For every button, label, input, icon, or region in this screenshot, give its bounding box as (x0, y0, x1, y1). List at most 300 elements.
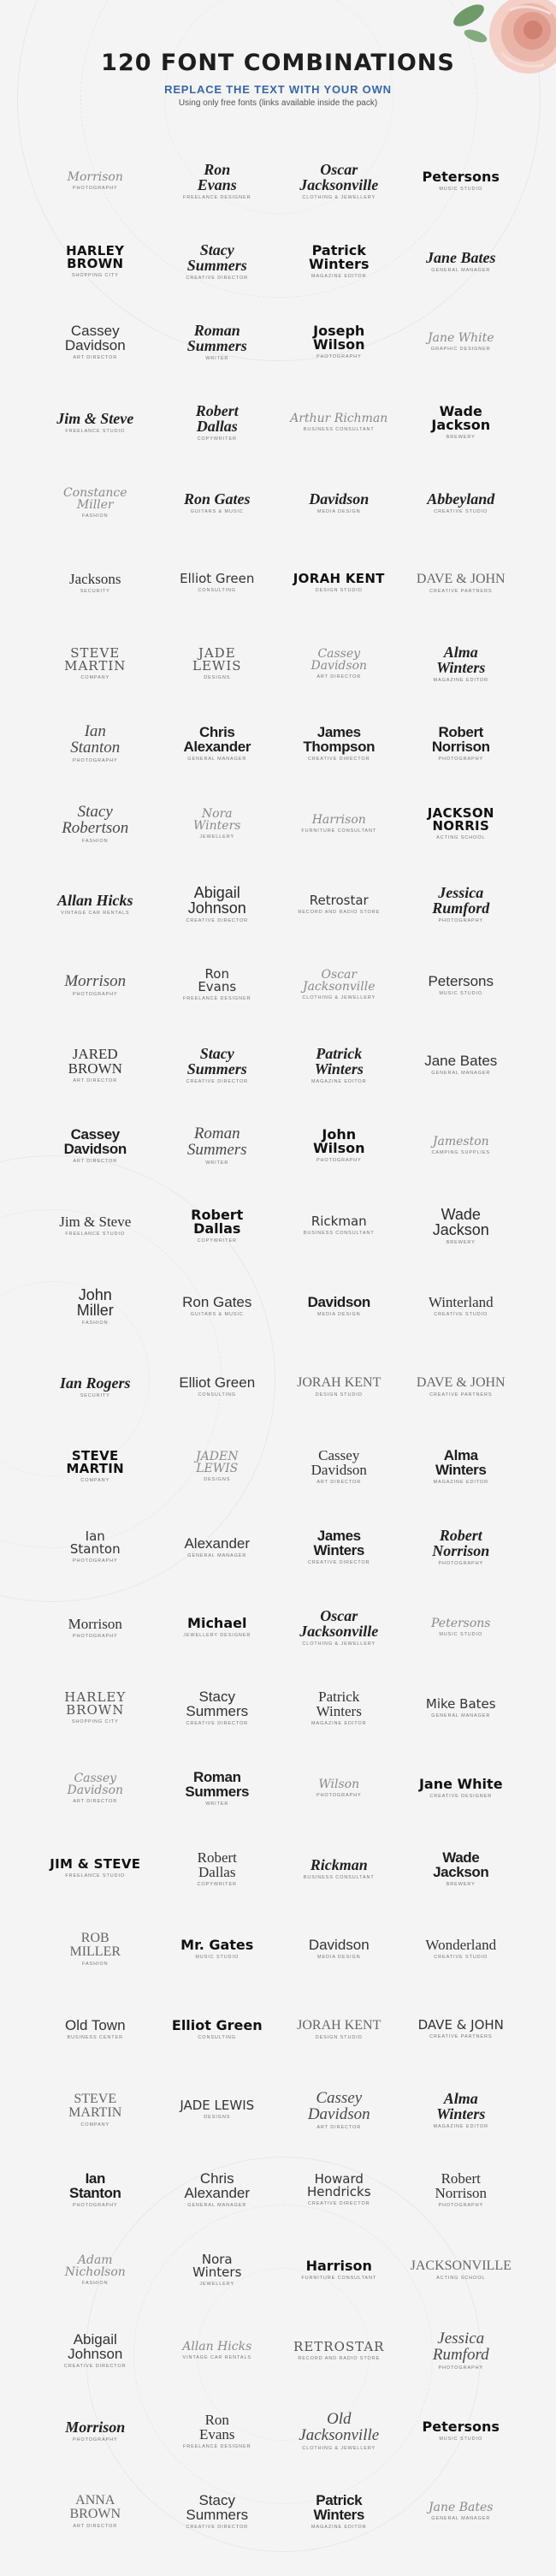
combination-name: STEVE MARTIN (68, 2091, 122, 2120)
combination-name: Michael (187, 1615, 247, 1632)
combination-name: JADE LEWIS (192, 644, 242, 674)
combination-name: John Wilson (312, 1125, 365, 1156)
font-combination (34, 703, 157, 784)
combination-tagline: COPYWRITER (197, 1881, 237, 1887)
combination-tagline: DESIGNS (204, 2115, 231, 2121)
combination-tagline: MUSIC STUDIO (195, 1954, 240, 1960)
font-combination (400, 2230, 523, 2311)
combination-tagline: CREATIVE DIRECTOR (186, 2525, 249, 2531)
combination-tagline: BREWERY (446, 434, 476, 440)
combination-tagline: PHOTOGRAPHY (72, 2203, 118, 2209)
combination-name: Rickman (311, 1214, 367, 1230)
combination-name: Howard Hendricks (306, 2171, 371, 2200)
combination-tagline: FASHION (82, 2281, 109, 2287)
combination-name: Abbeyland (427, 490, 495, 507)
combination-name: Petersons (428, 972, 494, 989)
font-combination (157, 1266, 279, 1346)
combination-name: Davidson (307, 1294, 370, 1311)
combination-name: Old Town (64, 2017, 126, 2034)
font-combination (157, 463, 279, 543)
combination-name: JACKSON NORRIS (427, 805, 494, 834)
combination-name: Elliot Green (171, 2016, 263, 2033)
combination-name: JARED BROWN (68, 1045, 122, 1077)
combination-tagline: CREATIVE STUDIO (434, 508, 488, 514)
combination-tagline: SECURITY (80, 589, 110, 595)
combination-name: Jim & Steve (59, 1214, 132, 1231)
combination-name: Ron Evans (197, 161, 237, 194)
combination-tagline: PHOTOGRAPHY (316, 353, 362, 359)
combination-tagline: MEDIA DESIGN (316, 1955, 361, 1961)
combination-tagline: FREELANCE STUDIO (65, 1873, 126, 1879)
combination-name: Patrick Winters (313, 2492, 364, 2524)
combination-name: Jessica Rumford (432, 884, 490, 917)
font-combination (400, 1829, 523, 1909)
combination-name: Retrostar (309, 892, 369, 908)
combination-name: Jane Bates (424, 1053, 498, 1070)
font-combination (157, 1106, 279, 1186)
combination-tagline: CREATIVE DESIGNER (429, 1794, 493, 1799)
combination-name: Allan Hicks (56, 892, 133, 910)
font-combination (34, 945, 157, 1025)
font-combination (400, 141, 523, 222)
font-combination (278, 463, 400, 543)
combination-tagline: PHOTOGRAPHY (438, 2365, 484, 2371)
combination-tagline: MUSIC STUDIO (439, 187, 483, 193)
combination-tagline: CREATIVE STUDIO (434, 1955, 488, 1961)
font-combination (157, 1909, 279, 1990)
combination-name: Chris Alexander (183, 724, 251, 756)
font-combination (278, 784, 400, 864)
font-combinations-grid (34, 141, 522, 2552)
combination-name: Abigail Johnson (187, 884, 246, 917)
combination-name: ROB MILLER (69, 1930, 121, 1959)
font-combination (278, 302, 400, 383)
combination-tagline: BUSINESS CONSULTANT (303, 1231, 375, 1237)
combination-name: Wonderland (425, 1937, 497, 1954)
combination-name: Constance Miller (63, 485, 127, 512)
combination-tagline: ART DIRECTOR (73, 2524, 118, 2530)
combination-name: Petersons (422, 169, 500, 186)
font-combination (400, 2069, 523, 2150)
font-combination (157, 703, 279, 784)
font-combination (400, 703, 523, 784)
combination-name: Robert Norrison (431, 724, 490, 756)
combination-tagline: PHOTOGRAPHY (316, 1793, 362, 1798)
combination-name: Ian Stanton (69, 2170, 121, 2202)
combination-tagline: COMPANY (80, 2122, 110, 2128)
combination-name: Petersons (431, 1617, 491, 1631)
combination-tagline: CLOTHING & JEWELLERY (302, 195, 376, 201)
combination-name: Oscar Jacksonville (299, 161, 379, 194)
combination-name: Morrison (65, 2419, 126, 2437)
combination-name: Cassey Davidson (311, 1447, 367, 1479)
combination-tagline: PHOTOGRAPHY (438, 757, 484, 763)
combination-tagline: GRAPHIC DESIGNER (430, 346, 491, 352)
combination-name: JADEN LEWIS (196, 1450, 239, 1476)
font-combination (157, 1025, 279, 1106)
font-combination (400, 1668, 523, 1748)
font-combination (157, 864, 279, 945)
combination-tagline: BREWERY (446, 1239, 476, 1245)
combination-tagline: DESIGNS (204, 674, 231, 680)
combination-tagline: ART DIRECTOR (73, 1799, 118, 1804)
combination-tagline: CREATIVE DIRECTOR (186, 1721, 249, 1727)
combination-tagline: MAGAZINE EDITOR (433, 1480, 488, 1486)
combination-tagline: VINTAGE CAR RENTALS (61, 911, 130, 917)
combination-tagline: PHOTOGRAPHY (72, 1558, 118, 1564)
combination-name: Wade Jackson (431, 402, 491, 433)
rose-decoration-icon (450, 0, 556, 104)
combination-name: Davidson (309, 490, 370, 507)
combination-tagline: GENERAL MANAGER (187, 2203, 247, 2209)
combination-tagline: GENERAL MANAGER (431, 1071, 491, 1077)
combination-tagline: ART DIRECTOR (316, 2124, 362, 2130)
font-combination (157, 2472, 279, 2552)
combination-tagline: DESIGNS (204, 1477, 231, 1483)
combination-name: Rickman (310, 1855, 368, 1873)
combination-tagline: CREATIVE PARTNERS (429, 588, 493, 594)
font-combination (400, 2391, 523, 2472)
combination-tagline: CLOTHING & JEWELLERY (302, 1641, 376, 1647)
font-combination (278, 945, 400, 1025)
font-combination (157, 1588, 279, 1668)
combination-tagline: WRITER (205, 1801, 229, 1807)
font-combination (157, 2230, 279, 2311)
combination-name: Cassey Davidson (64, 322, 126, 353)
combination-name: Jameston (432, 1134, 489, 1149)
combination-tagline: CREATIVE DIRECTOR (63, 2364, 127, 2370)
combination-tagline: BUSINESS CONSULTANT (303, 1874, 375, 1880)
combination-tagline: RECORD AND RADIO STORE (298, 909, 381, 915)
combination-name: Jessica Rumford (432, 2330, 489, 2365)
combination-tagline: FREELANCE STUDIO (65, 1232, 126, 1238)
combination-name: Alma Winters (435, 1447, 487, 1479)
combination-name: Morrison (64, 971, 127, 990)
font-combination (34, 2069, 157, 2150)
font-combination (34, 2230, 157, 2311)
combination-tagline: CLOTHING & JEWELLERY (302, 2446, 376, 2452)
combination-name: Alexander (184, 1534, 251, 1552)
font-combination (34, 1266, 157, 1346)
combination-name: Stacy Summers (186, 2492, 249, 2524)
font-combination (278, 2069, 400, 2150)
font-combination (400, 1106, 523, 1186)
font-combination (278, 543, 400, 623)
combination-name: Elliot Green (180, 571, 255, 587)
combination-name: Robert Norrison (435, 2170, 487, 2202)
combination-tagline: FURNITURE CONSULTANT (301, 2276, 377, 2282)
combination-tagline: PHOTOGRAPHY (316, 1157, 362, 1163)
font-combination (278, 2311, 400, 2391)
combination-name: Jacksons (69, 571, 121, 588)
font-combination (157, 1346, 279, 1427)
combination-tagline: MEDIA DESIGN (316, 508, 361, 514)
combination-name: ANNA BROWN (69, 2493, 121, 2522)
font-combination (34, 1346, 157, 1427)
font-combination (157, 2069, 279, 2150)
combination-tagline: MEDIA DESIGN (316, 1312, 361, 1318)
font-combination (34, 1106, 157, 1186)
combination-tagline: FREELANCE DESIGNER (183, 996, 251, 1002)
combination-tagline: CREATIVE DIRECTOR (186, 1078, 249, 1084)
font-combination (400, 1507, 523, 1588)
combination-tagline: FASHION (82, 839, 109, 845)
combination-tagline: PHOTOGRAPHY (72, 991, 118, 997)
combination-name: Ron Evans (198, 2412, 235, 2443)
combination-tagline: COPYWRITER (197, 436, 237, 442)
combination-tagline: CREATIVE STUDIO (434, 1312, 488, 1318)
combination-tagline: JEWELLERY (199, 2282, 235, 2288)
combination-name: JORAH KENT (297, 2017, 382, 2033)
font-combination (34, 141, 157, 222)
combination-name: Adam Nicholson (64, 2253, 126, 2280)
font-combination (157, 222, 279, 302)
font-combination (278, 1266, 400, 1346)
combination-tagline: GUITARS & MUSIC (190, 1312, 244, 1318)
combination-name: Arthur Richman (290, 411, 388, 425)
combination-name: JORAH KENT (293, 571, 385, 587)
font-combination (157, 1989, 279, 2069)
font-combination (157, 1829, 279, 1909)
font-combination (34, 1748, 157, 1829)
combination-name: Alma Winters (436, 643, 486, 676)
font-combination (34, 1909, 157, 1990)
combination-name: Roman Summers (186, 321, 247, 354)
combination-tagline: FREELANCE STUDIO (65, 428, 126, 434)
combination-tagline: JEWELLERY (199, 834, 235, 840)
combination-name: Alma Winters (436, 2089, 486, 2122)
combination-tagline: ART DIRECTOR (316, 674, 362, 680)
font-combination (278, 864, 400, 945)
combination-tagline: MAGAZINE EDITOR (311, 1078, 367, 1084)
font-combination (34, 1588, 157, 1668)
combination-name: DAVE & JOHN (416, 1374, 506, 1390)
combination-name: Jane Bates (425, 249, 496, 267)
font-combination (400, 1909, 523, 1990)
combination-name: Ron Evans (198, 966, 237, 995)
combination-name: DAVE & JOHN (417, 2017, 504, 2033)
font-combination (278, 1989, 400, 2069)
combination-tagline: PHOTOGRAPHY (72, 186, 118, 192)
combination-name: JORAH KENT (297, 1374, 382, 1390)
font-combination (157, 2150, 279, 2230)
font-combination (400, 543, 523, 623)
combination-tagline: ACTING SCHOOL (436, 835, 486, 841)
font-combination (157, 302, 279, 383)
combination-name: John Miller (76, 1285, 114, 1319)
combination-tagline: GENERAL MANAGER (187, 757, 247, 763)
combination-tagline: CREATIVE DIRECTOR (307, 1560, 370, 1566)
combination-tagline: PHOTOGRAPHY (438, 918, 484, 924)
combination-tagline: SHOPPING CITY (71, 273, 119, 279)
font-combination (400, 2150, 523, 2230)
combination-name: Mr. Gates (180, 1936, 254, 1953)
combination-tagline: PHOTOGRAPHY (438, 2203, 484, 2209)
combination-name: Robert Norrison (432, 1527, 490, 1560)
font-combination (157, 1186, 279, 1267)
font-combination (278, 623, 400, 703)
combination-tagline: PHOTOGRAPHY (72, 758, 118, 764)
combination-name: Harrison (311, 813, 366, 828)
font-combination (400, 784, 523, 864)
combination-name: Patrick Winters (309, 242, 370, 273)
combination-name: Roman Summers (185, 1769, 250, 1800)
font-combination (278, 383, 400, 463)
combination-name: Ian Rogers (59, 1374, 131, 1392)
combination-name: Davidson (308, 1937, 370, 1954)
combination-tagline: FREELANCE DESIGNER (183, 2444, 251, 2450)
combination-tagline: SECURITY (80, 1392, 110, 1398)
combination-tagline: RECORD AND RADIO STORE (298, 2355, 381, 2361)
combination-name: Old Jacksonville (299, 2410, 380, 2445)
combination-name: James Thompson (303, 724, 376, 756)
font-combination (34, 2311, 157, 2391)
font-combination (400, 1346, 523, 1427)
combination-name: Abigail Johnson (68, 2331, 123, 2363)
combination-tagline: MAGAZINE EDITOR (311, 1721, 367, 1727)
combination-name: Morrison (68, 1615, 122, 1632)
combination-tagline: FREELANCE DESIGNER (183, 195, 251, 201)
font-combination (157, 1507, 279, 1588)
font-combination (34, 302, 157, 383)
font-combination (278, 1748, 400, 1829)
combination-tagline: ART DIRECTOR (73, 354, 118, 360)
font-combination (34, 1507, 157, 1588)
combination-name: Stacy Summers (186, 1689, 249, 1720)
combination-tagline: CREATIVE PARTNERS (429, 1392, 493, 1398)
font-combination (34, 2472, 157, 2552)
combination-name: HARLEY BROWN (64, 1689, 127, 1718)
font-combination (157, 945, 279, 1025)
combination-tagline: MAGAZINE EDITOR (311, 2525, 367, 2531)
font-combination (34, 784, 157, 864)
combination-tagline: BUSINESS CENTER (67, 2035, 123, 2041)
combination-tagline: GENERAL MANAGER (431, 1712, 491, 1718)
font-combination (157, 2391, 279, 2472)
font-combination (400, 2311, 523, 2391)
font-combination (400, 383, 523, 463)
combination-name: Wade Jackson (432, 1205, 489, 1238)
combination-name: Jane White (427, 330, 494, 345)
combination-name: Cassey Davidson (67, 1772, 124, 1797)
combination-tagline: CREATIVE DIRECTOR (307, 757, 370, 763)
font-combination (34, 222, 157, 302)
font-combination (400, 463, 523, 543)
combination-name: Petersons (422, 2419, 500, 2436)
font-combination (400, 1427, 523, 1507)
combination-name: Stacy Summers (186, 1044, 247, 1077)
combination-tagline: JEWELLERY DESIGNER (183, 1633, 251, 1639)
font-combination (157, 1427, 279, 1507)
font-combination (34, 1186, 157, 1267)
font-combination (157, 383, 279, 463)
font-combination (400, 1588, 523, 1668)
combination-name: Chris Alexander (184, 2170, 251, 2202)
combination-name: Morrison (67, 170, 123, 185)
font-combination (400, 2472, 523, 2552)
combination-name: Patrick Winters (314, 1044, 364, 1077)
combination-name: Cassey Davidson (63, 1125, 127, 1157)
font-combination (278, 1186, 400, 1267)
combination-tagline: CONSULTING (198, 588, 237, 594)
combination-tagline: DESIGN STUDIO (315, 1392, 363, 1398)
combination-name: STEVE MARTIN (66, 1448, 125, 1477)
combination-tagline: VINTAGE CAR RENTALS (182, 2355, 251, 2361)
font-combination (400, 302, 523, 383)
font-combination (400, 1186, 523, 1267)
font-combination (400, 1025, 523, 1106)
combination-tagline: ART DIRECTOR (73, 1158, 118, 1164)
combination-name: JIM & STEVE (50, 1856, 141, 1873)
combination-name: Robert Dallas (195, 401, 239, 435)
combination-tagline: CREATIVE DIRECTOR (307, 2201, 370, 2207)
font-combination (278, 1427, 400, 1507)
combination-tagline: MUSIC STUDIO (439, 990, 483, 996)
combination-tagline: PHOTOGRAPHY (72, 2437, 118, 2443)
combination-name: Stacy Robertson (62, 803, 129, 838)
combination-name: DAVE & JOHN (416, 571, 506, 586)
combination-tagline: COMPANY (80, 1478, 110, 1484)
font-combination (278, 1106, 400, 1186)
combination-name: Patrick Winters (316, 1689, 362, 1720)
combination-name: James Winters (313, 1528, 364, 1559)
combination-tagline: CREATIVE PARTNERS (429, 2034, 493, 2040)
combination-tagline: WRITER (205, 355, 229, 361)
font-combination (278, 222, 400, 302)
font-combination (400, 945, 523, 1025)
combination-tagline: WRITER (205, 1160, 229, 1166)
combination-tagline: GENERAL MANAGER (431, 268, 491, 274)
combination-tagline: FASHION (82, 1320, 109, 1326)
combination-name: Jim & Steve (56, 409, 134, 427)
page-note: Using only free fonts (links available inside the pack) (178, 98, 378, 108)
font-combination (157, 1668, 279, 1748)
font-combination (34, 2391, 157, 2472)
font-combination (278, 703, 400, 784)
combination-name: Mike Bates (425, 1695, 496, 1712)
combination-tagline: PHOTOGRAPHY (438, 1561, 484, 1567)
combination-tagline: CONSULTING (198, 2034, 237, 2040)
combination-tagline: CLOTHING & JEWELLERY (302, 995, 376, 1001)
combination-name: Roman Summers (186, 1124, 247, 1159)
combination-tagline: DESIGN STUDIO (315, 588, 363, 594)
combination-tagline: DESIGN STUDIO (315, 2034, 363, 2040)
combination-name: Ian Stanton (70, 722, 121, 757)
combination-name: Wilson (318, 1778, 360, 1791)
combination-tagline: FASHION (82, 1961, 109, 1967)
combination-tagline: GENERAL MANAGER (431, 2516, 491, 2522)
combination-name: Jane White (418, 1776, 503, 1792)
font-combination (278, 1346, 400, 1427)
font-combination (157, 543, 279, 623)
combination-tagline: CREATIVE DIRECTOR (186, 276, 249, 282)
combination-name: Nora Winters (193, 807, 241, 834)
combination-tagline: BREWERY (446, 1881, 476, 1887)
combination-tagline: BUSINESS CONSULTANT (303, 426, 375, 432)
font-combination (34, 1829, 157, 1909)
combination-name: JADE LEWIS (180, 2098, 255, 2114)
font-combination (34, 1989, 157, 2069)
font-combination (278, 2150, 400, 2230)
combination-name: Harrison (305, 2258, 372, 2275)
font-combination (157, 1748, 279, 1829)
font-combination (157, 623, 279, 703)
font-combination (157, 784, 279, 864)
combination-name: Ian Stanton (69, 1528, 121, 1558)
combination-tagline: FASHION (82, 513, 109, 519)
font-combination (34, 2150, 157, 2230)
combination-tagline: MUSIC STUDIO (439, 2437, 483, 2442)
